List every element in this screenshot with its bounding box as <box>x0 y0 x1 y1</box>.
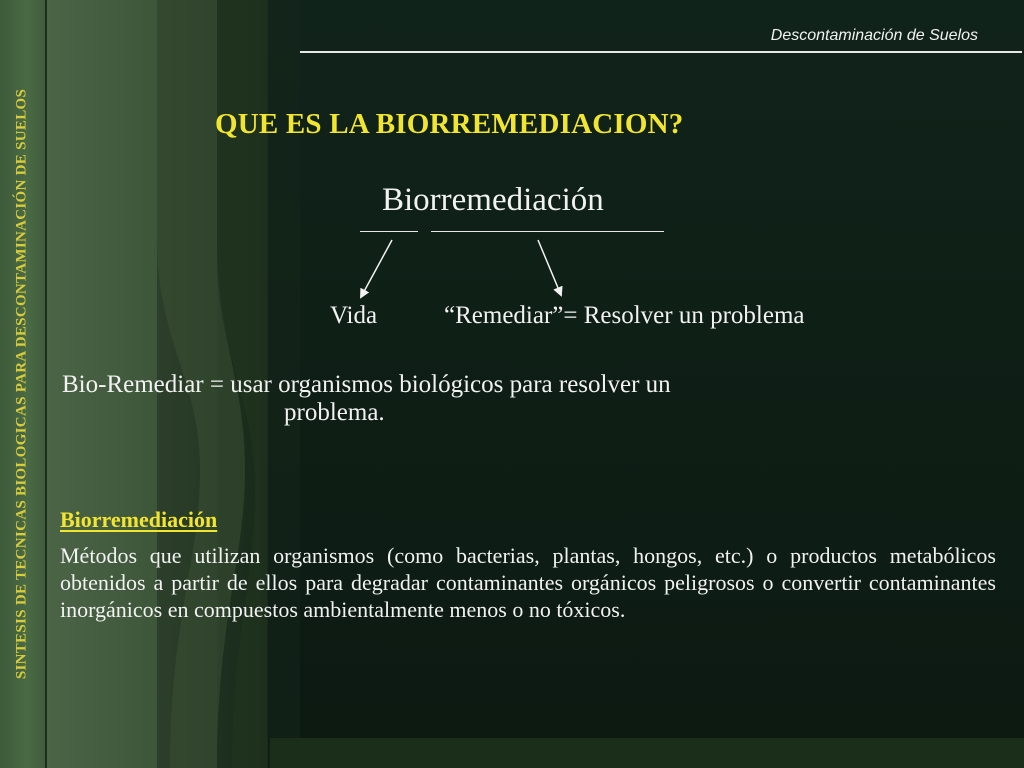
definition-line-1: Bio-Remediar = usar organismos biológicos para resolver un <box>62 371 671 398</box>
root-meaning: “Remediar”= Resolver un problema <box>444 302 805 329</box>
footer-strip <box>270 738 1024 768</box>
header-divider <box>300 51 1022 53</box>
section-heading: Biorremediación <box>60 507 218 532</box>
term-word: Biorremediación <box>382 182 604 218</box>
sidebar <box>0 0 47 768</box>
prefix-underline <box>360 231 418 232</box>
root-underline <box>431 231 664 232</box>
sidebar-vertical-title: SINTESIS DE TECNICAS BIOLOGICAS PARA DESCONTAMINACIÓN DE SUELOS <box>13 88 30 680</box>
header-course-label: Descontaminación de Suelos <box>770 27 978 44</box>
slide-title: QUE ES LA BIORREMEDIACION? <box>215 108 684 140</box>
prefix-meaning: Vida <box>330 302 378 329</box>
section-body: Métodos que utilizan organismos (como bacterias, plantas, hongos, etc.) o productos metabólicos obtenidos a partir de ellos para degradar contaminantes orgánicos peligrosos o convertir contaminantes inorgánicos en compuestos ambientalmente menos o no tóxicos. <box>60 543 996 622</box>
bio-remediar-definition <box>62 371 671 427</box>
definition-line-2: problema. <box>284 399 385 426</box>
